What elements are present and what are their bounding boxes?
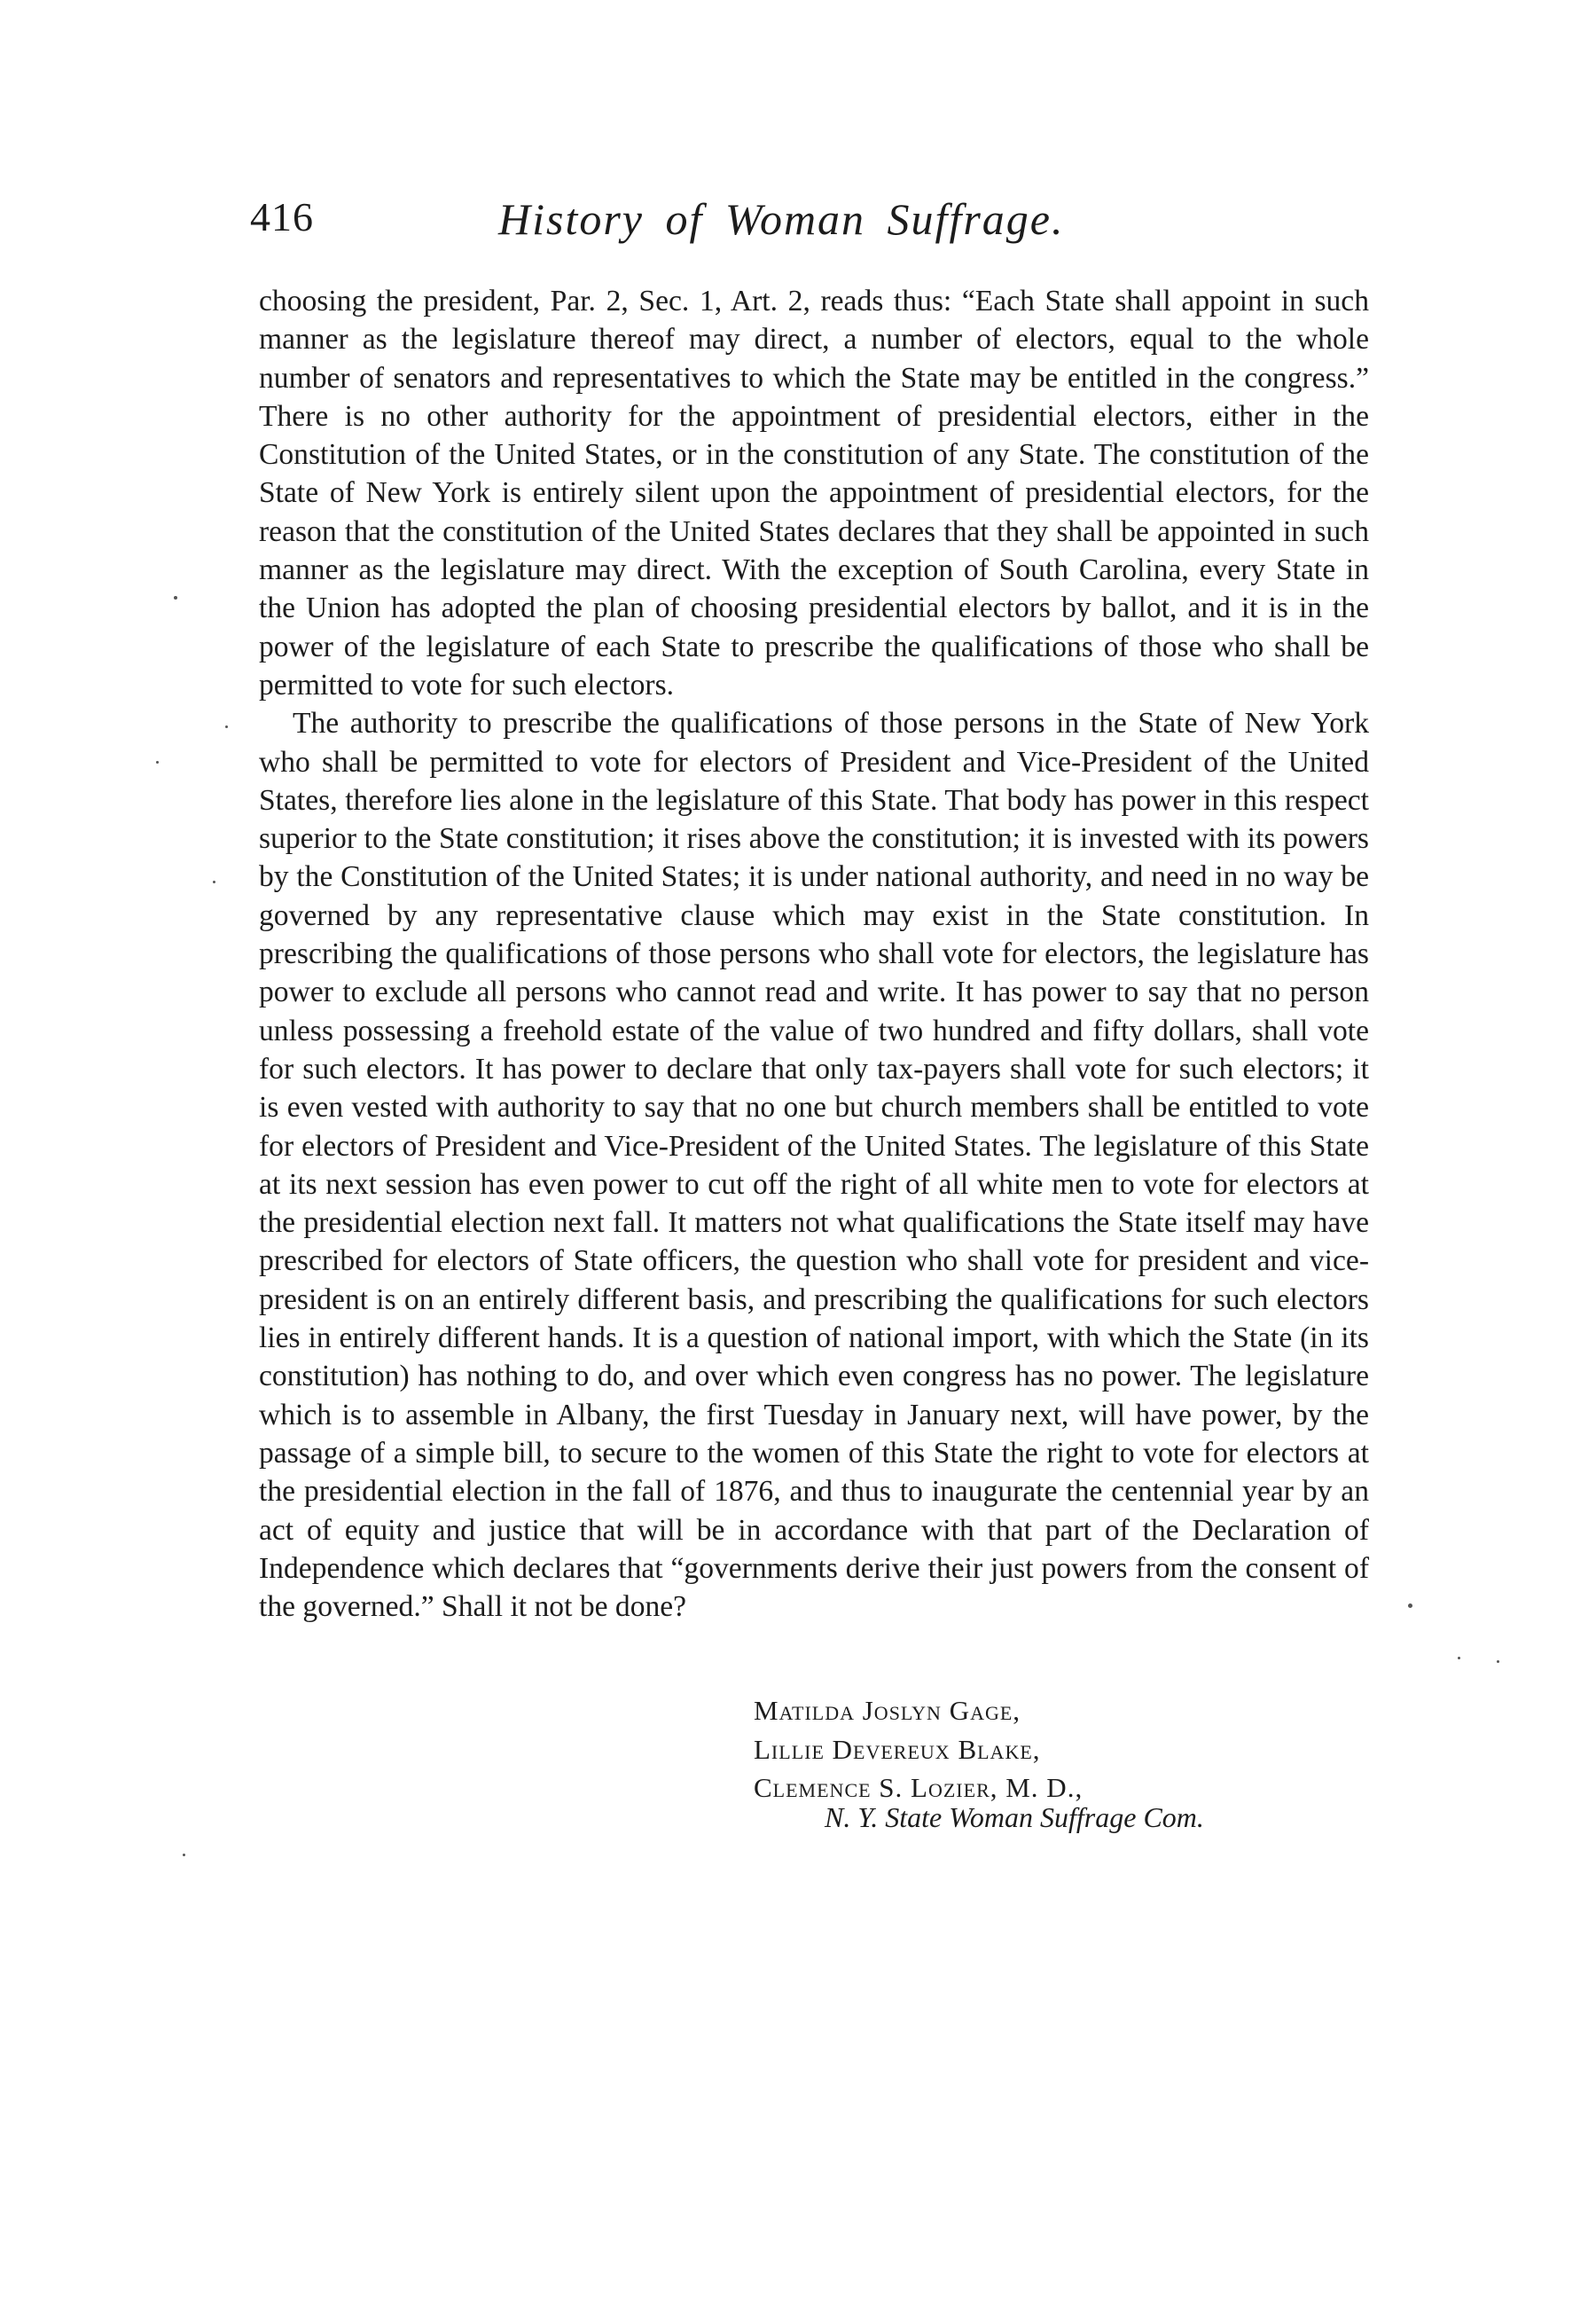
signature-lozier: Clemence S. Lozier, M. D., <box>754 1772 1084 1803</box>
signature-blake: Lillie Devereux Blake, <box>754 1733 1041 1765</box>
paper-speck <box>1458 1657 1460 1659</box>
paper-speck <box>1408 1603 1412 1608</box>
paper-speck <box>225 725 228 728</box>
running-title: History of Woman Suffrage. <box>498 194 1065 244</box>
paragraph-2: The authority to prescribe the qualifications of those persons in the State of New York who shall be permitted to vote for electors of President and Vice-President of the United States, therefore lies alone in the legislature of this State. That body has power in this respect superior to the State constitution; it rises above the constitution; it is invested with its powers by the Constitution of the United States; it is under national authority, and need in no way be governed by any representative clause which may exist in the State constitution. In prescribing the qualifications of those persons who shall vote for electors, the legislature has power to exclude all persons who cannot read and write. It has power to say that no person unless possessing a freehold estate of the value of two hundred and fifty dollars, shall vote for such electors. It has power to declare that only tax-payers shall vote for such electors; it is even vested with authority to say that no one but church members shall be entitled to vote for electors of President and Vice-President of the United States. The legislature of this State at its next session has even power to cut off the right of all white men to vote for electors at the presidential election next fall. It matters not what qualifications the State itself may have prescribed for electors of State officers, the question who shall vote for president and vice-president is on an entirely different basis, and prescribing the qualifications for such electors lies in entirely different hands. It is a question of national import, with which the State (in its constitution) has nothing to do, and over which even congress has no power. The legislature which is to assemble in Albany, the first Tuesday in January next, will have power, by the passage of a simple bill, to secure to the women of this State the right to vote for electors at the presidential election in the fall of 1876, and thus to inaugurate the centennial year by an act of equity and justice that will be in accordance with that part of the Declaration of Independence which declares that “governments derive their just powers from the consent of the governed.” Shall it not be done? <box>259 707 1369 1624</box>
paper-speck <box>183 1854 185 1856</box>
signature-gage: Matilda Joslyn Gage, <box>754 1695 1021 1726</box>
paper-speck <box>213 881 215 883</box>
body-text <box>259 282 1369 1626</box>
page-number: 416 <box>250 194 314 239</box>
committee-name: N. Y. State Woman Suffrage Com. <box>825 1801 1204 1833</box>
signature-block <box>754 1691 1374 1807</box>
paper-speck <box>174 596 177 600</box>
paragraph-1: choosing the president, Par. 2, Sec. 1, Art. 2, reads thus: “Each State shall appoint in such manner as the legislature thereof may direct, a number of electors, equal to the whole number of senators and representatives to which the State may be entitled in the congress.” There is no other authority for the appointment of presidential electors, either in the Constitution of the United States, or in the constitution of any State. The constitution of the State of New York is entirely silent upon the appointment of presidential electors, for the reason that the constitution of the United States declares that they shall be appointed in such manner as the legislature may direct. With the exception of South Carolina, every State in the Union has adopted the plan of choosing presidential electors by ballot, and it is in the power of the legislature of each State to prescribe the qualifications of those who shall be permitted to vote for such electors. <box>259 285 1369 702</box>
paper-speck <box>1497 1660 1499 1663</box>
paper-speck <box>156 761 159 764</box>
page-header <box>250 193 1367 264</box>
